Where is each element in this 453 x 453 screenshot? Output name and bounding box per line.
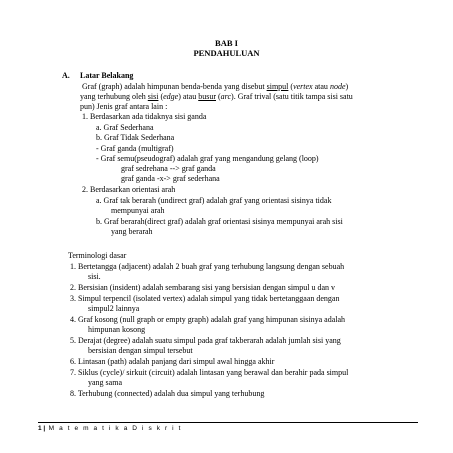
term-7-line1: 7. Siklus (cycle)/ sirkuit (circuit) adalah lintasan yang berawal dan berahir pada simpul: [70, 368, 349, 377]
term-1-line2: sisi.: [88, 272, 101, 281]
list-item-1c3: graf sedrehana --> graf ganda: [121, 164, 216, 173]
list-item-2a-line2: mempunyai arah: [111, 206, 165, 215]
term-8: 8. Terhubung (connected) adalah dua simpul yang terhubung: [70, 389, 265, 398]
list-item-1c4: graf ganda -x-> graf sederhana: [121, 174, 220, 183]
list-item-2a-line1: a. Graf tak berarah (undirect graf) adalah graf yang orientasi sisinya tidak: [96, 196, 332, 205]
intro-line-1: Graf (graph) adalah himpunan benda-benda yang disebut simpul (vertex atau node): [82, 82, 349, 91]
term-4-line1: 4. Graf kosong (null graph or empty graph) adalah graf yang himpunan sisinya adalah: [70, 315, 346, 324]
term-3-line2: simpul2 lainnya: [88, 304, 140, 313]
section-a-title: Latar Belakang: [80, 71, 134, 80]
footer-title: M a t e m a t i k a D i s k r i t: [45, 425, 182, 432]
intro-line-2: yang terhubung oleh sisi (edge) atau busur (arc). Graf trival (satu titik tampa sisi satu: [80, 92, 353, 101]
term-5-line2: bersisian dengan simpul tersebut: [88, 346, 193, 355]
page-footer: [38, 424, 182, 433]
chapter-title: PENDAHULUAN: [193, 48, 260, 58]
terminology-title: Terminologi dasar: [68, 251, 127, 260]
list-item-1b: b. Graf Tidak Sederhana: [96, 133, 175, 142]
list-item-2b-line2: yang berarah: [111, 227, 153, 236]
intro-line-3: pun) Jenis graf antara lain :: [80, 102, 168, 111]
list-item-1: 1. Berdasarkan ada tidaknya sisi ganda: [82, 112, 207, 121]
list-item-1a: a. Graf Sederhana: [96, 123, 154, 132]
term-4-line2: himpunan kosong: [88, 325, 146, 334]
list-item-2: 2. Berdasarkan orientasi arah: [82, 185, 176, 194]
list-item-1c2: - Graf semu(pseudograf) adalah graf yang mengandung gelang (loop): [96, 154, 319, 163]
term-1-line1: 1. Bertetangga (adjacent) adalah 2 buah graf yang terhubung langsung dengan sebuah: [70, 262, 345, 271]
page-number: 1 |: [38, 425, 46, 432]
chapter-label: BAB I: [215, 38, 238, 48]
list-item-1c1: - Graf ganda (multigraf): [96, 144, 174, 153]
term-7-line2: yang sama: [88, 378, 122, 387]
list-item-2b-line1: b. Graf berarah(direct graf) adalah graf orientasi sisinya mempunyai arah sisi: [96, 217, 343, 226]
term-3-line1: 3. Simpul terpencil (isolated vertex) adalah simpul yang tidak bertetanggaan dengan: [70, 294, 340, 303]
term-5-line1: 5. Derajat (degree) adalah suatu simpul pada graf takberarah adalah jumlah sisi yang: [70, 336, 341, 345]
section-a-label: A.: [62, 71, 70, 80]
term-6: 6. Lintasan (path) adalah panjang dari simpul awal hingga akhir: [70, 357, 275, 366]
footer-divider: [38, 422, 418, 423]
term-2: 2. Bersisian (insident) adalah sembarang sisi yang bersisian dengan simpul u dan v: [70, 283, 336, 292]
